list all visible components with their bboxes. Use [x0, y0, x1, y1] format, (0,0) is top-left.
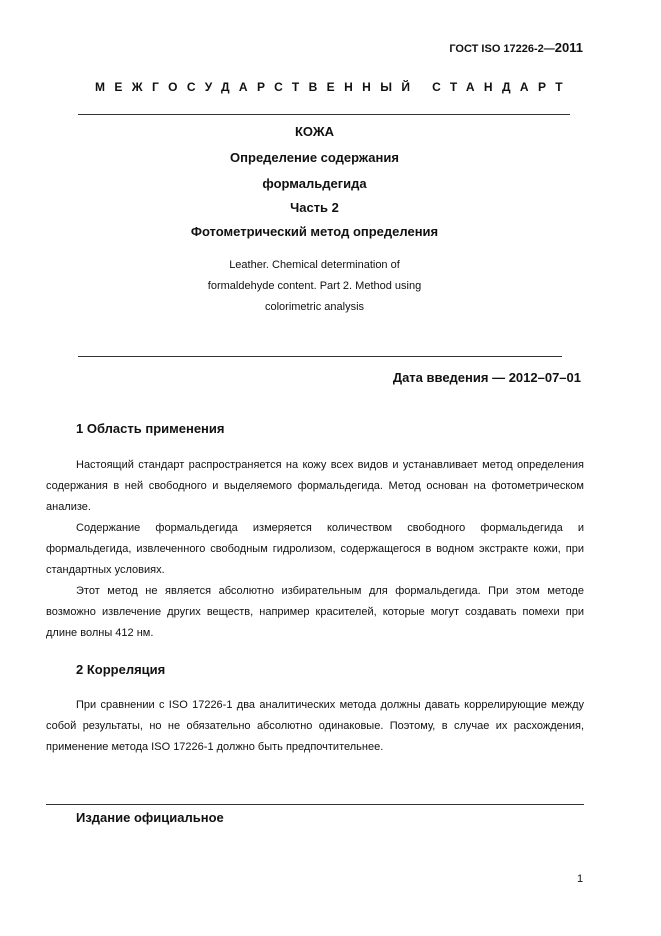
top-divider: [78, 114, 570, 115]
standard-kind: МЕЖГОСУДАРСТВЕННЫЙ СТАНДАРТ: [95, 80, 572, 94]
bottom-divider: [46, 804, 584, 805]
section-2-heading: 2 Корреляция: [76, 662, 166, 677]
title-part: Часть 2: [290, 200, 339, 215]
document-code: [449, 40, 583, 55]
introduction-date: Дата введения — 2012–07–01: [392, 370, 581, 385]
section-1-paragraph-3: Этот метод не является абсолютно избирательным для формальдегида. При этом методе возможно извлечение других веществ, например красителей, которые могут создавать помехи при длине волны 412 нм.: [46, 585, 584, 639]
section-1-paragraph-1: Настоящий стандарт распространяется на кожу всех видов и устанавливает метод определения содержания в ней свободного и выделяемого формальдегида. Метод основан на фотометрическом анализе.: [46, 459, 584, 513]
document-code-main: ГОСТ ISO 17226-2—: [449, 43, 555, 55]
title-subject: Определение содержания: [230, 150, 399, 165]
section-1-heading: 1 Область применения: [76, 421, 225, 436]
title-method: Фотометрический метод определения: [190, 224, 439, 239]
edition-label: Издание официальное: [76, 810, 224, 825]
section-2-paragraph-1: При сравнении с ISO 17226-1 два аналитических метода должны давать коррелирующие между собой результаты, но не обязательно абсолютно одинаковые. Поэтому, в случае их расхождения, применение метода ISO 17226-1 должно быть предпочтительнее.: [46, 699, 584, 753]
section-1-paragraph-2: Содержание формальдегида измеряется количеством свободного формальдегида и формальдегида, извлеченного свободным гидролизом, содержащегося в водном экстракте кожи, при стандартных условиях.: [46, 522, 584, 576]
title-substance: формальдегида: [262, 176, 367, 191]
english-title-line-3: colorimetric analysis: [264, 301, 365, 313]
english-title-line-2: formaldehyde content. Part 2. Method using: [207, 280, 422, 292]
page-number: 1: [577, 873, 584, 885]
title-main: КОЖА: [294, 124, 334, 139]
middle-divider: [78, 356, 562, 357]
english-title-line-1: Leather. Chemical determination of: [229, 259, 400, 271]
document-code-year: 2011: [554, 40, 583, 55]
